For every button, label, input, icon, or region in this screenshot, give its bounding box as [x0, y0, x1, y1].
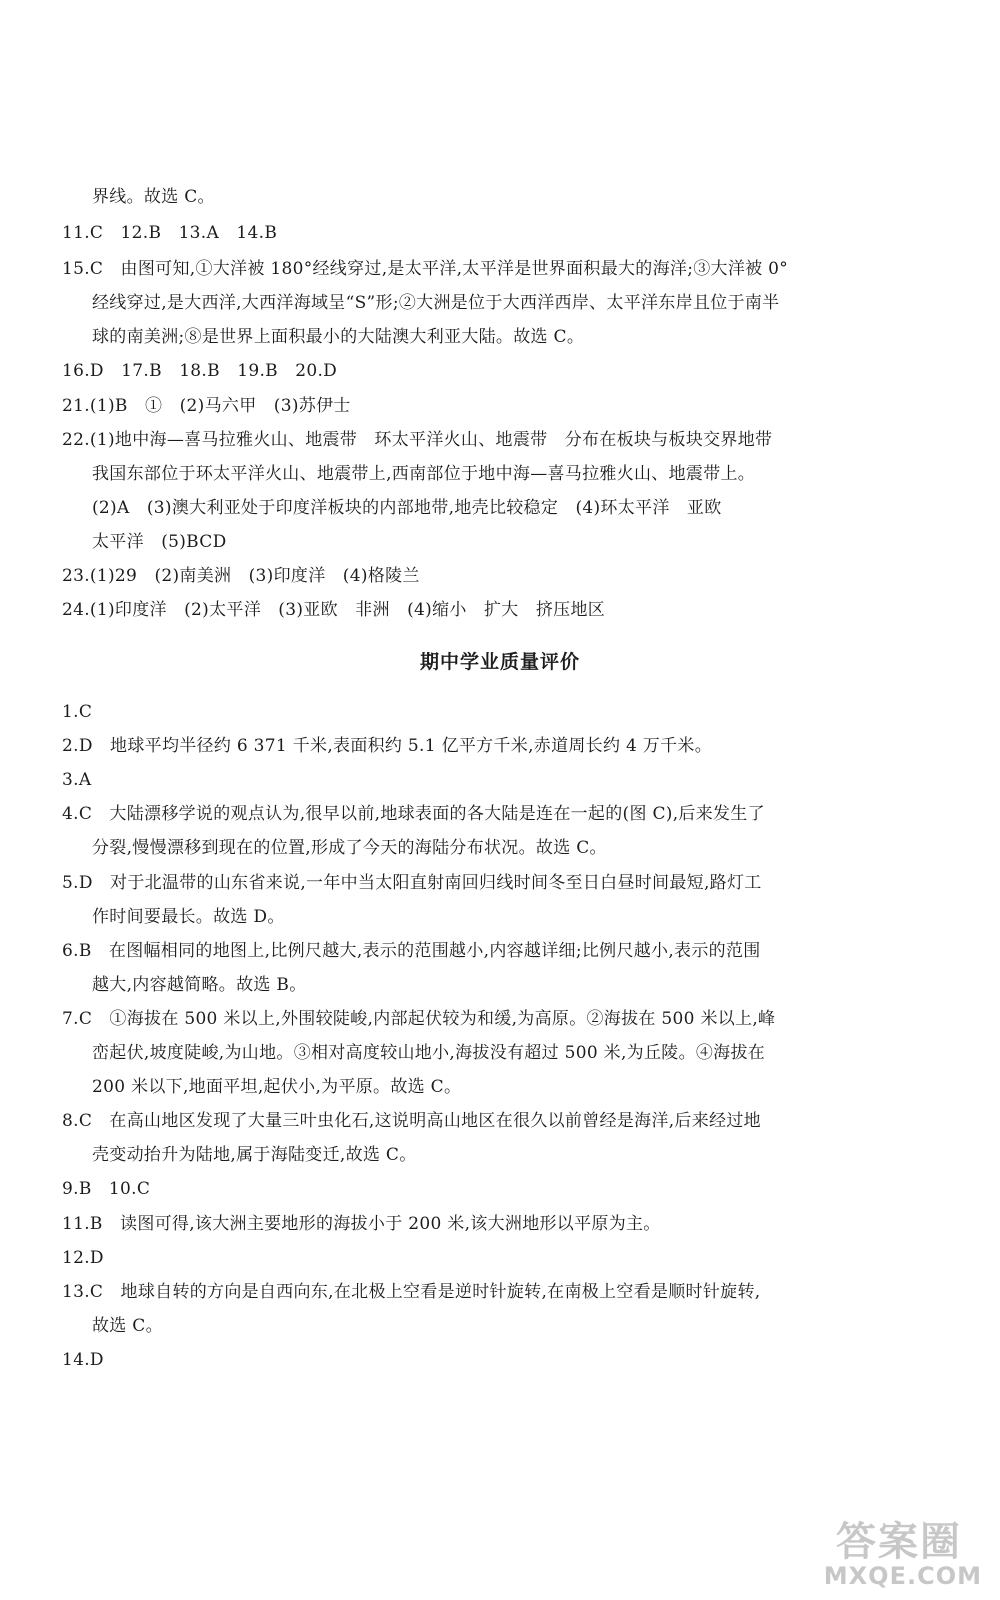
watermark-cn: 答案圈 [836, 1519, 962, 1565]
answer-line: 壳变动抬升为陆地,属于海陆变迁,故选 C。 [92, 1145, 417, 1165]
answer-line: (2)A (3)澳大利亚处于印度洋板块的内部地带,地壳比较稳定 (4)环太平洋 亚欧 [92, 498, 722, 518]
answer-line: 太平洋 (5)BCD [92, 532, 227, 552]
answer-line: 1.C [62, 702, 93, 722]
answer-line: 4.C 大陆漂移学说的观点认为,很早以前,地球表面的各大陆是连在一起的(图 C),后来发生了 [62, 804, 765, 824]
answer-line: 14.D [62, 1350, 104, 1370]
answer-line: 故选 C。 [92, 1316, 163, 1336]
answer-line: 24.(1)印度洋 (2)太平洋 (3)亚欧 非洲 (4)缩小 扩大 挤压地区 [62, 600, 606, 620]
answer-line: 16.D 17.B 18.B 19.B 20.D [62, 361, 338, 381]
watermark-logo [782, 1510, 982, 1590]
answer-line: 22.(1)地中海—喜马拉雅火山、地震带 环太平洋火山、地震带 分布在板块与板块交界地带 [62, 430, 773, 450]
answer-line: 7.C ①海拔在 500 米以上,外围较陡峻,内部起伏较为和缓,为高原。②海拔在 500 米以上,峰 [62, 1009, 776, 1029]
answer-line: 21.(1)B ① (2)马六甲 (3)苏伊士 [62, 396, 351, 416]
answer-line: 2.D 地球平均半径约 6 371 千米,表面积约 5.1 亿平方千米,赤道周长约 4 万千米。 [62, 736, 712, 756]
answer-line: 5.D 对于北温带的山东省来说,一年中当太阳直射南回归线时间冬至日白昼时间最短,路灯工 [62, 873, 762, 893]
answer-line: 越大,内容越简略。故选 B。 [92, 975, 307, 995]
answer-line: 11.B 读图可得,该大洲主要地形的海拔小于 200 米,该大洲地形以平原为主。 [62, 1214, 661, 1234]
answer-line: 我国东部位于环太平洋火山、地震带上,西南部位于地中海—喜马拉雅火山、地震带上。 [92, 464, 756, 484]
answer-line: 9.B 10.C [62, 1179, 151, 1199]
answer-line: 13.C 地球自转的方向是自西向东,在北极上空看是逆时针旋转,在南极上空看是顺时针旋转, [62, 1282, 761, 1302]
answer-line: 6.B 在图幅相同的地图上,比例尺越大,表示的范围越小,内容越详细;比例尺越小,表示的范围 [62, 941, 761, 961]
answer-line: 作时间要最长。故选 D。 [92, 907, 285, 927]
answer-line: 峦起伏,坡度陡峻,为山地。③相对高度较山地小,海拔没有超过 500 米,为丘陵。④海拔在 [92, 1043, 766, 1063]
answer-line: 经线穿过,是大西洋,大西洋海域呈“S”形;②大洲是位于大西洋西岸、太平洋东岸且位于南半 [92, 293, 780, 313]
answer-line: 200 米以下,地面平坦,起伏小,为平原。故选 C。 [92, 1077, 462, 1097]
answer-line: 3.A [62, 770, 92, 790]
answer-line: 11.C 12.B 13.A 14.B [62, 223, 278, 243]
answer-line: 8.C 在高山地区发现了大量三叶虫化石,这说明高山地区在很久以前曾经是海洋,后来经过地 [62, 1111, 761, 1131]
section-title: 期中学业质量评价 [419, 651, 580, 673]
answer-line: 界线。故选 C。 [92, 187, 215, 207]
answer-line: 12.D [62, 1248, 104, 1268]
answer-line: 15.C 由图可知,①大洋被 180°经线穿过,是太平洋,太平洋是世界面积最大的海洋;③大洋被 0° [62, 259, 789, 279]
answer-line: 分裂,慢慢漂移到现在的位置,形成了今天的海陆分布状况。故选 C。 [92, 838, 607, 858]
answer-line: 球的南美洲;⑧是世界上面积最小的大陆澳大利亚大陆。故选 C。 [92, 327, 585, 347]
answer-line: 23.(1)29 (2)南美洲 (3)印度洋 (4)格陵兰 [62, 566, 420, 586]
watermark-en: MXQE.COM [823, 1562, 982, 1590]
